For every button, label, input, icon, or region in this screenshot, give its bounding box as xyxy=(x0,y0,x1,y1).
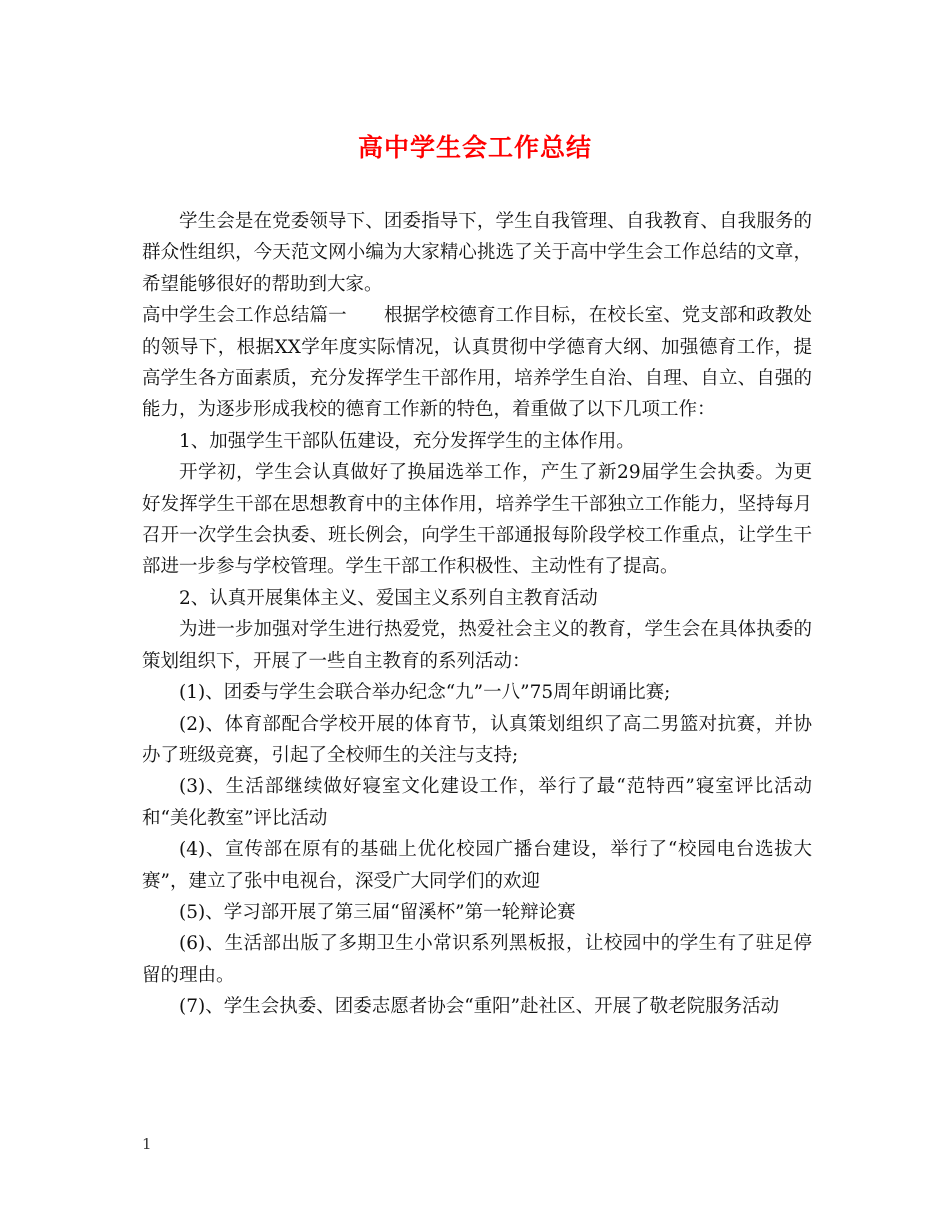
page-title: 高中学生会工作总结 xyxy=(357,133,592,162)
paragraph-heading-1: 1、加强学生干部队伍建设，充分发挥学生的主体作用。 xyxy=(179,430,635,452)
document-body xyxy=(142,206,812,1023)
paragraph-section-one: 高中学生会工作总结篇一 根据学校德育工作目标，在校长室、党支部和政教处的领导下，根据XX学年度实际情况，认真贯彻中学德育大纲、加强德育工作，提高学生各方面素质，充分发挥学生干部作用，培养学生自治、自理、自立、自强的能力，为逐步形成我校的德育工作新的特色，着重做了以下几项工作： xyxy=(142,305,812,421)
paragraph-body-1: 开学初，学生会认真做好了换届选举工作，产生了新29届学生会执委。为更好发挥学生干部在思想教育中的主体作用，培养学生干部独立工作能力，坚持每月召开一次学生会执委、班长例会，向学生干部通报每阶段学校工作重点，让学生干部进一步参与学校管理。学生干部工作积极性、主动性有了提高。 xyxy=(142,462,812,578)
paragraph-intro: 学生会是在党委领导下、团委指导下，学生自我管理、自我教育、自我服务的群众性组织，今天范文网小编为大家精心挑选了关于高中学生会工作总结的文章，希望能够很好的帮助到大家。 xyxy=(142,211,812,295)
list-item-5: (5)、学习部开展了第三届“留溪杯”第一轮辩论赛 xyxy=(179,901,576,923)
list-item-2: (2)、体育部配合学校开展的体育节，认真策划组织了高二男篮对抗赛，并协办了班级竞赛，引起了全校师生的关注与支持; xyxy=(142,713,812,766)
list-item-4: (4)、宣传部在原有的基础上优化校园广播台建设，举行了“校园电台选拔大赛”，建立了张中电视台，深受广大同学们的欢迎 xyxy=(142,839,812,892)
page-number: 1 xyxy=(142,1135,152,1153)
list-item-6: (6)、生活部出版了多期卫生小常识系列黑板报，让校园中的学生有了驻足停留的理由。 xyxy=(142,933,812,986)
paragraph-body-2: 为进一步加强对学生进行热爱党，热爱社会主义的教育，学生会在具体执委的策划组织下，开展了一些自主教育的系列活动： xyxy=(142,619,812,672)
list-item-1: (1)、团委与学生会联合举办纪念“九”一八”75周年朗诵比赛; xyxy=(179,682,671,704)
list-item-3: (3)、生活部继续做好寝室文化建设工作，举行了最“范特西”寝室评比活动和“美化教室”评比活动 xyxy=(142,776,812,829)
list-item-7: (7)、学生会执委、团委志愿者协会“重阳”赴社区、开展了敬老院服务活动 xyxy=(179,996,780,1018)
paragraph-heading-2: 2、认真开展集体主义、爱国主义系列自主教育活动 xyxy=(179,587,598,609)
